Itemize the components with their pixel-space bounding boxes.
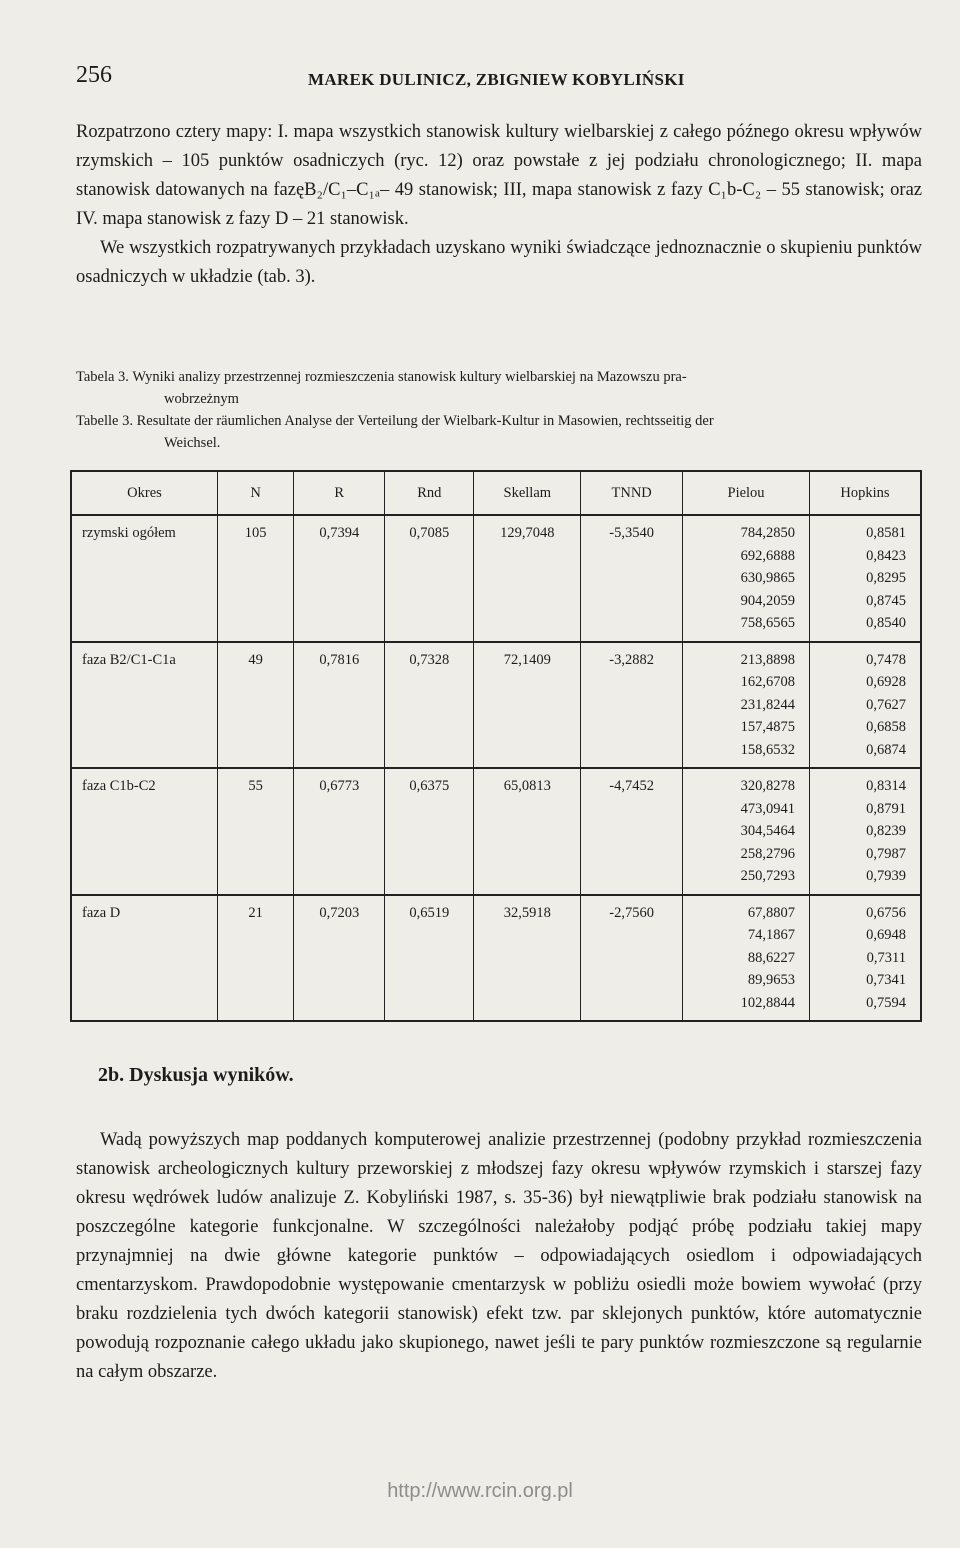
table-row — [71, 642, 921, 769]
hopkins-value: 0,8745 — [866, 592, 906, 609]
cell-okres: faza D — [71, 895, 217, 1022]
header-r: R — [294, 471, 385, 515]
cell-hopkins — [809, 642, 921, 769]
caption-de-text: Resultate der räumlichen Analyse der Verteilung der Wielbark-Kultur in Masowien, rechtsseitig der — [136, 413, 714, 429]
section-heading: 2b. Dyskusja wyników. — [98, 1064, 294, 1086]
header-hopkins: Hopkins — [809, 471, 921, 515]
cell-r: 0,7816 — [294, 642, 385, 769]
cell-hopkins — [809, 515, 921, 642]
page-number: 256 — [76, 62, 112, 88]
cell-skellam: 65,0813 — [474, 768, 581, 895]
pielou-value: 213,8898 — [740, 651, 795, 668]
hopkins-value: 0,6928 — [866, 674, 906, 690]
hopkins-value: 0,7478 — [866, 651, 906, 668]
table-row — [71, 768, 921, 895]
pielou-value: 74,1867 — [747, 927, 795, 943]
cell-r: 0,6773 — [294, 768, 385, 895]
hopkins-value: 0,7311 — [866, 949, 906, 966]
cell-hopkins — [809, 768, 921, 895]
hopkins-value: 0,7341 — [866, 972, 906, 988]
header-n: N — [217, 471, 293, 515]
cell-skellam: 72,1409 — [474, 642, 581, 769]
table-row — [71, 515, 921, 642]
cell-r: 0,7203 — [294, 895, 385, 1022]
pielou-value: 67,8807 — [747, 904, 795, 921]
hopkins-value: 0,7594 — [866, 994, 906, 1011]
header-tnnd: TNND — [581, 471, 683, 515]
hopkins-value: 0,8314 — [866, 778, 906, 794]
pielou-value: 904,2059 — [740, 592, 795, 609]
caption-pl-text-cont: wobrzeżnym — [164, 391, 239, 407]
pielou-value: 784,2850 — [740, 525, 795, 541]
caption-pl-label: Tabela 3. — [76, 369, 129, 385]
pielou-value: 162,6708 — [740, 674, 795, 690]
footer-url: http://www.rcin.org.pl — [387, 1480, 573, 1502]
intro-text — [76, 118, 922, 292]
pielou-value: 692,6888 — [740, 547, 795, 564]
caption-de-label: Tabelle 3. — [76, 413, 133, 429]
pielou-value: 231,8244 — [740, 696, 795, 713]
cell-okres: faza C1b-C2 — [71, 768, 217, 895]
pielou-value: 473,0941 — [740, 800, 795, 817]
cell-hopkins — [809, 895, 921, 1022]
header-rnd: Rnd — [385, 471, 474, 515]
hopkins-value: 0,8423 — [866, 547, 906, 564]
caption-pl-text: Wyniki analizy przestrzennej rozmieszczenia stanowisk kultury wielbarskiej na Mazowszu pra- — [132, 369, 687, 385]
cell-skellam: 129,7048 — [474, 515, 581, 642]
hopkins-value: 0,6756 — [866, 904, 906, 921]
intro-paragraph-1: Rozpatrzono cztery mapy: I. mapa wszystkich stanowisk kultury wielbarskiej z całego późnego okresu wpływów rzymskich – 105 punktów osadniczych (ryc. 12) oraz powstałe z jej podziału chronologicznego; II. mapa stanowisk datowanych na fazęB₂/C₁–C₁ₐ– 49 stanowisk; III, mapa stanowisk z fazy C₁b-C₂ – 55 stanowisk; oraz IV. mapa stanowisk z fazy D – 21 stanowisk. — [76, 122, 922, 229]
cell-pielou — [683, 642, 810, 769]
hopkins-value: 0,8540 — [866, 615, 906, 631]
results-table — [70, 470, 922, 1022]
cell-rnd: 0,6375 — [385, 768, 474, 895]
table-caption-pl — [76, 366, 922, 410]
pielou-value: 320,8278 — [740, 778, 795, 794]
table-row — [71, 895, 921, 1022]
cell-n: 21 — [217, 895, 293, 1022]
hopkins-value: 0,8295 — [866, 570, 906, 586]
cell-tnnd: -3,2882 — [581, 642, 683, 769]
pielou-value: 258,2796 — [740, 845, 795, 862]
hopkins-value: 0,6948 — [866, 927, 906, 943]
hopkins-value: 0,6858 — [866, 719, 906, 735]
table-caption-de — [76, 410, 922, 454]
cell-n: 49 — [217, 642, 293, 769]
cell-pielou — [683, 895, 810, 1022]
hopkins-value: 0,8791 — [866, 800, 906, 817]
pielou-value: 89,9653 — [747, 972, 795, 988]
pielou-value: 304,5464 — [740, 823, 795, 839]
header-pielou: Pielou — [683, 471, 810, 515]
cell-tnnd: -5,3540 — [581, 515, 683, 642]
cell-tnnd: -2,7560 — [581, 895, 683, 1022]
pielou-value: 102,8844 — [740, 994, 795, 1011]
pielou-value: 88,6227 — [747, 949, 795, 966]
header-okres: Okres — [71, 471, 217, 515]
hopkins-value: 0,8239 — [866, 823, 906, 839]
running-head: MAREK DULINICZ, ZBIGNIEW KOBYLIŃSKI — [308, 70, 685, 89]
pielou-value: 157,4875 — [740, 719, 795, 735]
hopkins-value: 0,6874 — [866, 741, 906, 758]
discussion-paragraph: Wadą powyższych map poddanych komputerowej analizie przestrzennej (podobny przykład rozmieszczenia stanowisk archeologicznych kultury przeworskiej z młodszej fazy okresu wpływów rzymskich i starszej fazy okresu wędrówek ludów analizuje Z. Kobyliński 1987, s. 35-36) był niewątpliwie brak podziału stanowisk na poszczególne kategorie funkcjonalne. W szczególności należałoby podjąć próbę podziału takiej mapy przynajmniej na dwie główne kategorie punktów – odpowiadających osiedlom i odpowiadających cmentarzyskom. Prawdopodobnie występowanie cmentarzysk w pobliżu osiedli może bowiem wywołać (przy braku rozdzielenia tych dwóch kategorii stanowisk) efekt tzw. par sklejonych punktów, które automatycznie powodują rozpoznanie całego układu jako skupionego, nawet jeśli te pary punktów rozmieszczone są regularnie na całym obszarze. — [76, 1130, 922, 1382]
pielou-value: 158,6532 — [740, 741, 795, 758]
table-header-row — [71, 471, 921, 515]
pielou-value: 250,7293 — [740, 868, 795, 884]
pielou-value: 630,9865 — [740, 570, 795, 586]
cell-pielou — [683, 515, 810, 642]
hopkins-value: 0,7939 — [866, 868, 906, 884]
cell-r: 0,7394 — [294, 515, 385, 642]
caption-de-text-cont: Weichsel. — [164, 435, 221, 451]
hopkins-value: 0,7627 — [866, 696, 906, 713]
hopkins-value: 0,7987 — [866, 845, 906, 862]
header-skellam: Skellam — [474, 471, 581, 515]
cell-okres: faza B2/C1-C1a — [71, 642, 217, 769]
cell-tnnd: -4,7452 — [581, 768, 683, 895]
pielou-value: 758,6565 — [740, 615, 795, 631]
cell-okres: rzymski ogółem — [71, 515, 217, 642]
cell-skellam: 32,5918 — [474, 895, 581, 1022]
intro-paragraph-2: We wszystkich rozpatrywanych przykładach uzyskano wyniki świadczące jednoznacznie o skupieniu punktów osadniczych w układzie (tab. 3). — [76, 238, 922, 287]
cell-pielou — [683, 768, 810, 895]
cell-n: 105 — [217, 515, 293, 642]
cell-rnd: 0,6519 — [385, 895, 474, 1022]
cell-rnd: 0,7328 — [385, 642, 474, 769]
cell-rnd: 0,7085 — [385, 515, 474, 642]
cell-n: 55 — [217, 768, 293, 895]
hopkins-value: 0,8581 — [866, 525, 906, 541]
